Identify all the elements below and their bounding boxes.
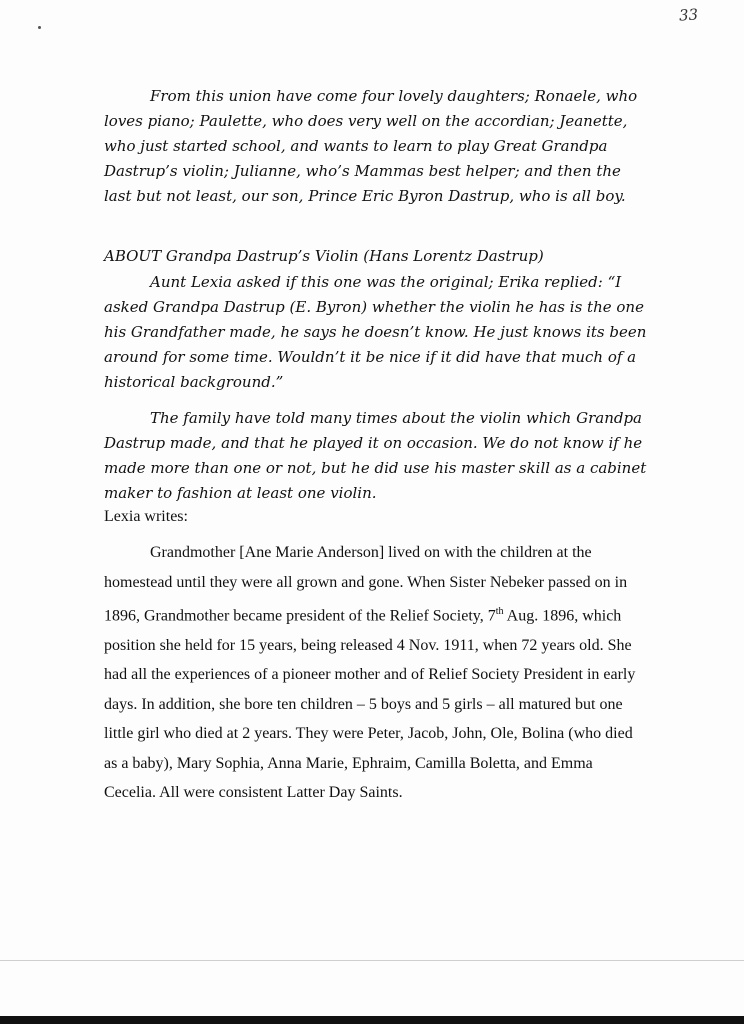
- scan-bottom-edge: [0, 1016, 744, 1024]
- scan-speck: [38, 26, 41, 29]
- ordinal-suffix: th: [495, 606, 504, 617]
- paragraph-aunt-lexia: [104, 270, 652, 395]
- paragraph-daughters: [104, 84, 652, 209]
- paragraph-family-violin: [104, 406, 652, 506]
- scan-bottom-rule: [0, 960, 744, 961]
- paragraph-grandmother: [104, 538, 638, 808]
- section-heading-violin: [104, 244, 652, 269]
- paragraph-family-violin-text: The family have told many times about the violin which Grandpa Dastrup made, and that he played it on occasion. We do not know if he made more than one or not, but he did use his master skill as a cabinet maker to fashion at least one violin.: [104, 409, 647, 502]
- paragraph-daughters-text: From this union have come four lovely daughters; Ronaele, who loves piano; Paulette, who does very well on the accordian; Jeanette, who just started school, and wants to learn to play Great Grandpa Dastrup’s violin; Julianne, who’s Mammas best helper; and then the last but not least, our son, Prince Eric Byron Dastrup, who is all boy.: [104, 87, 638, 205]
- grandmother-text-part-1: Grandmother [Ane Marie Anderson] lived on with the children at the homestead until they were all grown and gone. When Sister Nebeker passed on in 1896, Grandmother became president of the Relief Society, 7: [104, 544, 628, 625]
- lexia-writes-text: Lexia writes:: [104, 508, 188, 525]
- page-number: 33: [678, 5, 699, 25]
- paragraph-grandmother-text: [104, 538, 638, 808]
- lexia-writes-label: [104, 508, 652, 526]
- section-heading-text: ABOUT Grandpa Dastrup’s Violin (Hans Lorentz Dastrup): [104, 247, 544, 265]
- paragraph-aunt-lexia-text: Aunt Lexia asked if this one was the original; Erika replied: “I asked Grandpa Dastrup (E. Byron) whether the violin he has is the one his Grandfather made, he says he doesn’t know. He just knows its been around for some time. Wouldn’t it be nice if it did have that much of a historical background.”: [104, 273, 647, 391]
- grandmother-text-part-2: Aug. 1896, which position she held for 15 years, being released 4 Nov. 1911, when 72 years old. She had all the experiences of a pioneer mother and of Relief Society President in early days. In addition, she bore ten children – 5 boys and 5 girls – all matured but one little girl who died at 2 years. They were Peter, Jacob, John, Ole, Bolina (who died as a baby), Mary Sophia, Anna Marie, Ephraim, Camilla Boletta, and Emma Cecelia. All were consistent Latter Day Saints.: [104, 607, 636, 802]
